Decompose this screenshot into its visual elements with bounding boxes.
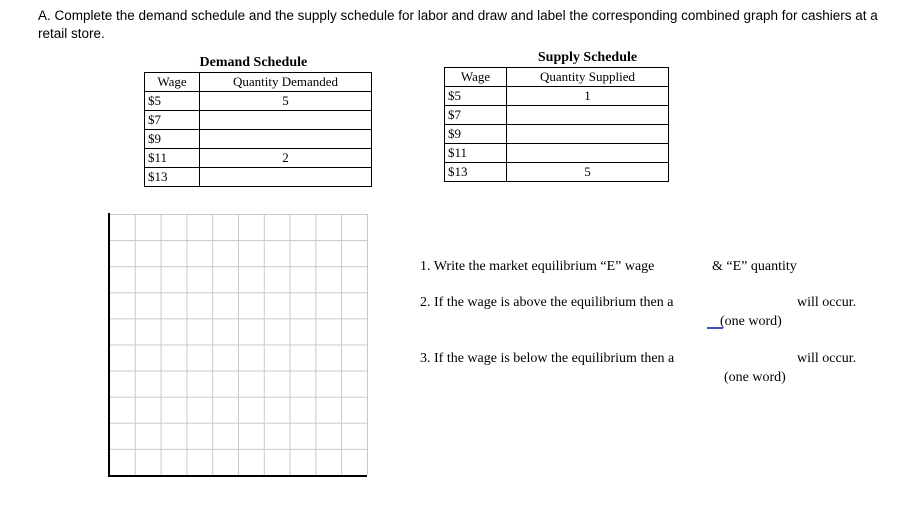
demand-wage-header: Wage [145,73,200,92]
supply-wage-cell: $13 [445,163,507,182]
demand-wage-cell: $13 [145,168,200,187]
graph-x-axis [108,475,367,477]
question-2-answer-blank[interactable] [713,311,793,312]
table-row [145,130,372,149]
demand-quantity-cell[interactable] [200,168,372,187]
demand-quantity-cell[interactable] [200,111,372,130]
graph-grid[interactable] [109,214,368,475]
demand-wage-cell: $5 [145,92,200,111]
demand-quantity-cell[interactable]: 2 [200,149,372,168]
demand-schedule-caption: Demand Schedule [200,54,372,73]
table-row [145,149,372,168]
supply-wage-cell: $7 [445,106,507,125]
supply-wage-cell: $5 [445,87,507,106]
question-2-text: 2. If the wage is above the equilibrium then a [420,295,674,310]
supply-schedule-table [444,49,669,182]
supply-quantity-cell[interactable] [507,144,669,163]
table-row [445,125,669,144]
supply-wage-cell: $9 [445,125,507,144]
question-1-text-quantity: & “E” quantity [712,259,797,274]
supply-quantity-cell[interactable] [507,125,669,144]
supply-wage-cell: $11 [445,144,507,163]
assignment-title: A. Complete the demand schedule and the supply schedule for labor and draw and label the corresponding combined graph for cashiers at a retail store. [38,8,878,41]
question-3-suffix: will occur. [797,351,857,366]
supply-schedule-caption: Supply Schedule [507,49,669,68]
table-row [445,144,669,163]
demand-wage-cell: $9 [145,130,200,149]
demand-quantity-cell[interactable] [200,130,372,149]
demand-schedule-table [144,54,372,187]
table-row [145,111,372,130]
table-row [445,87,669,106]
supply-quantity-cell[interactable] [507,106,669,125]
table-row [145,92,372,111]
question-2-cursor-mark [707,327,723,329]
demand-quantity-cell[interactable]: 5 [200,92,372,111]
supply-wage-header: Wage [445,68,507,87]
question-1-text: 1. Write the market equilibrium “E” wage [420,259,655,274]
question-2-suffix: will occur. [797,295,857,310]
supply-quantity-header: Quantity Supplied [507,68,669,87]
demand-quantity-header: Quantity Demanded [200,73,372,92]
supply-quantity-cell[interactable]: 5 [507,163,669,182]
question-3-hint: (one word) [724,370,786,385]
supply-quantity-cell[interactable]: 1 [507,87,669,106]
demand-wage-cell: $7 [145,111,200,130]
table-row [145,168,372,187]
table-row [445,106,669,125]
demand-wage-cell: $11 [145,149,200,168]
question-3-answer-blank[interactable] [713,367,793,368]
graph-y-axis [108,213,110,477]
table-row [445,163,669,182]
question-2-hint: (one word) [720,314,782,329]
question-3-text: 3. If the wage is below the equilibrium then a [420,351,675,366]
